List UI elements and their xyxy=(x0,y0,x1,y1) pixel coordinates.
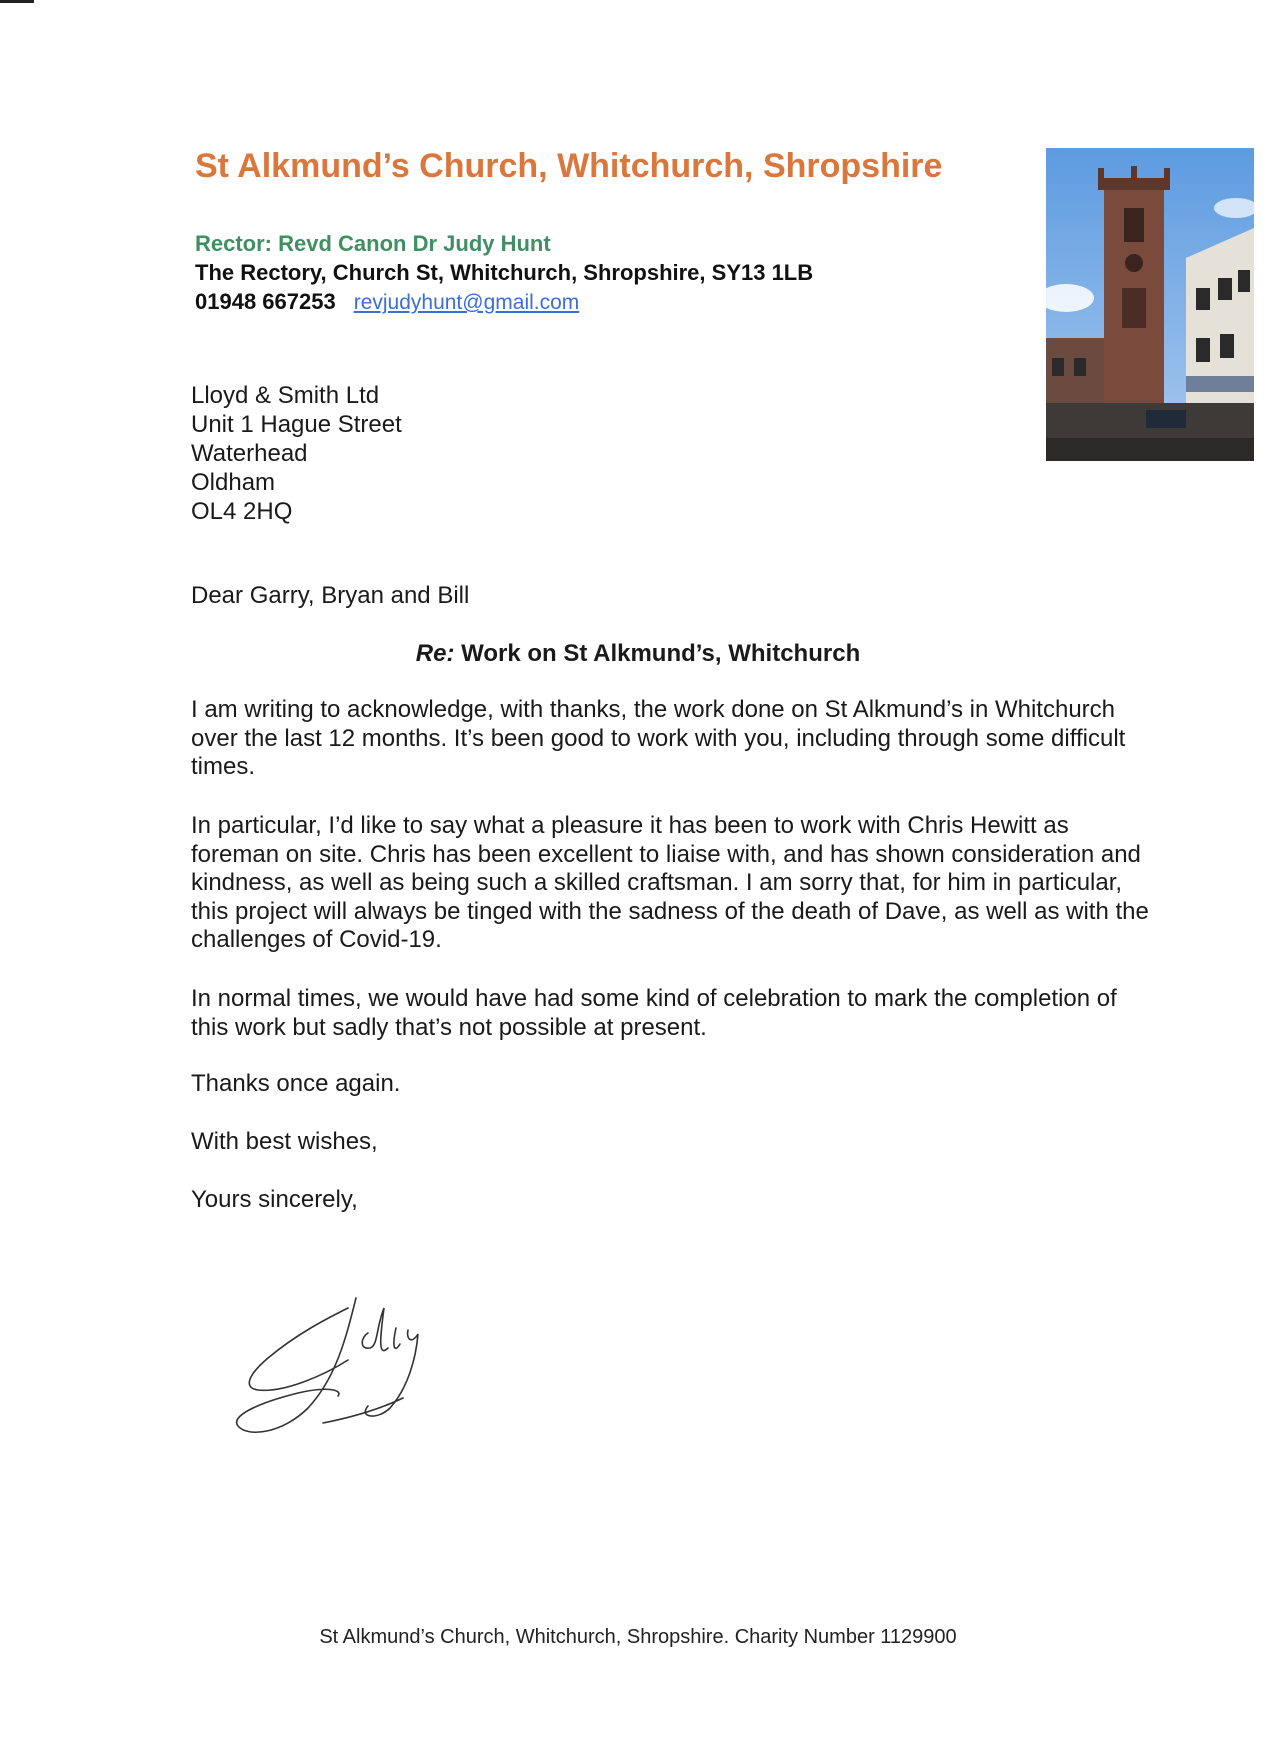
recipient-line: OL4 2HQ xyxy=(191,498,293,525)
salutation: Dear Garry, Bryan and Bill xyxy=(191,582,470,609)
recipient-line: Lloyd & Smith Ltd xyxy=(191,382,380,409)
recipient-line: Waterhead xyxy=(191,440,308,467)
body-paragraph: In normal times, we would have had some kind of celebration to mark the completion of this work but sadly that’s not possible at present. xyxy=(191,985,1117,1041)
closing-sincerely: Yours sincerely, xyxy=(191,1186,358,1213)
subject-text: Work on St Alkmund’s, Whitchurch xyxy=(461,640,861,667)
body-paragraph: I am writing to acknowledge, with thanks, the work done on St Alkmund’s in Whitchurch over the last 12 months. It’s been good to work with you, including through some difficult times. xyxy=(191,696,1126,780)
subject-prefix: Re: xyxy=(415,640,455,667)
rectory-address: The Rectory, Church St, Whitchurch, Shropshire, SY13 1LB xyxy=(195,260,814,285)
closing-thanks: Thanks once again. xyxy=(191,1070,401,1097)
phone-number: 01948 667253 xyxy=(195,289,336,314)
church-tower-photo xyxy=(1046,148,1254,461)
email-link[interactable]: revjudyhunt@gmail.com xyxy=(353,291,580,314)
scan-corner-mark xyxy=(0,0,34,3)
footer-charity-line: St Alkmund’s Church, Whitchurch, Shropshire. Charity Number 1129900 xyxy=(319,1626,957,1648)
handwritten-signature xyxy=(228,1278,478,1443)
recipient-address xyxy=(191,381,402,526)
body-paragraph: In particular, I’d like to say what a pleasure it has been to work with Chris Hewitt as foreman on site. Chris has been excellent to liaise with, and has shown consideration and kindness, as well as being such a skilled craftsman. I am sorry that, for him in particular, this project will always be tinged with the sadness of the death of Dave, as well as with the challenges of Covid-19. xyxy=(191,812,1149,953)
closing-wishes: With best wishes, xyxy=(191,1128,378,1155)
rector-line: Rector: Revd Canon Dr Judy Hunt xyxy=(195,231,551,256)
letterhead-title: St Alkmund’s Church, Whitchurch, Shropshire xyxy=(195,147,943,185)
contact-line xyxy=(195,289,579,315)
recipient-line: Oldham xyxy=(191,469,276,496)
recipient-line: Unit 1 Hague Street xyxy=(191,411,402,438)
subject-line xyxy=(0,640,1276,668)
